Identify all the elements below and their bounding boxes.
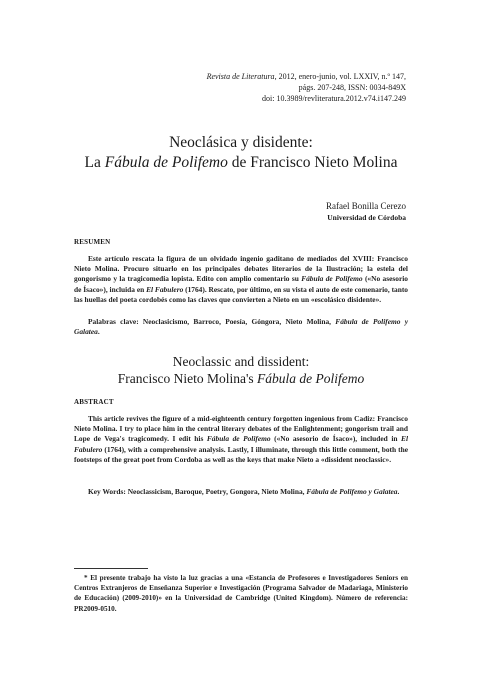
journal-citation: Revista de Literatura, 2012, enero-junio, vol. LXXIV, n.º 147, bbox=[206, 72, 406, 81]
journal-header bbox=[106, 71, 406, 104]
author-affiliation: Universidad de Córdoba bbox=[327, 213, 406, 222]
footnote-rule bbox=[74, 568, 148, 569]
resumen-heading: RESUMEN bbox=[74, 238, 111, 246]
journal-doi: doi: 10.3989/revliteratura.2012.v74.i147.249 bbox=[262, 94, 406, 103]
journal-name: Revista de Literatura bbox=[206, 72, 275, 81]
author-name: Rafael Bonilla Cerezo bbox=[326, 201, 406, 211]
abstract-heading: ABSTRACT bbox=[74, 398, 114, 406]
footnote: * El presente trabajo ha visto la luz gracias a una «Estancia de Profesores e Investigadores Seniors en Centros Extranjeros de Enseñanza Superior e Investigación (Programa Salvador de Madariaga, Ministerio de Educación) (2009-2010)» en la Universidad de Cambridge (United Kingdom). Número de referencia: PR2009-0510. bbox=[74, 574, 408, 613]
abstract-keywords: Key Words: Neoclassicism, Baroque, Poetry, Gongora, Nieto Molina, Fábula de Polifemo y Galatea. bbox=[88, 487, 400, 496]
author-block bbox=[326, 200, 406, 224]
title-spanish: Neoclásica y disidente: La Fábula de Polifemo de Francisco Nieto Molina bbox=[84, 134, 398, 171]
title-english: Neoclassic and dissident: Francisco Nieto Molina's Fábula de Polifemo bbox=[117, 354, 365, 386]
resumen-body: Este artículo rescata la figura de un olvidado ingenio gaditano de mediados del XVIII: Francisco Nieto Molina. Procuro situarlo en los principales debates literarios de la Ilustración; la estela del gongorismo y la tragicomedia lopista. Edito con amplio comentario su Fábula de Polifemo («No asesorio de Ísaco»), incluida en El Fabulero (1764). Rescato, por último, en su vista el auto de este comenario, tanto las huellas del poeta cordobés como las claves que convierten a Nieto en un «escolásico disidente». bbox=[74, 254, 408, 304]
resumen-keywords: Palabras clave: Neoclasicismo, Barroco, Poesía, Góngora, Nieto Molina, Fábula de Polifemo y Galatea. bbox=[74, 317, 408, 337]
journal-pages: págs. 207-248, ISSN: 0034-849X bbox=[298, 83, 406, 92]
abstract-body: This article revives the figure of a mid-eighteenth century forgotten ingenious from Cadiz: Francisco Nieto Molina. I try to place him in the central literary debates of the Enlightenment; gongorism trail and Lope de Vega's tragicomedy. I edit his Fábula de Polifemo («No asesorio de Ísaco»), included in El Fabulero (1764), with a comprehensive analysis. Lastly, I illuminate, through this little comment, both the footsteps of the great poet from Cordoba as well as the keys that make Nieto a «dissident neoclassic». bbox=[74, 414, 408, 464]
